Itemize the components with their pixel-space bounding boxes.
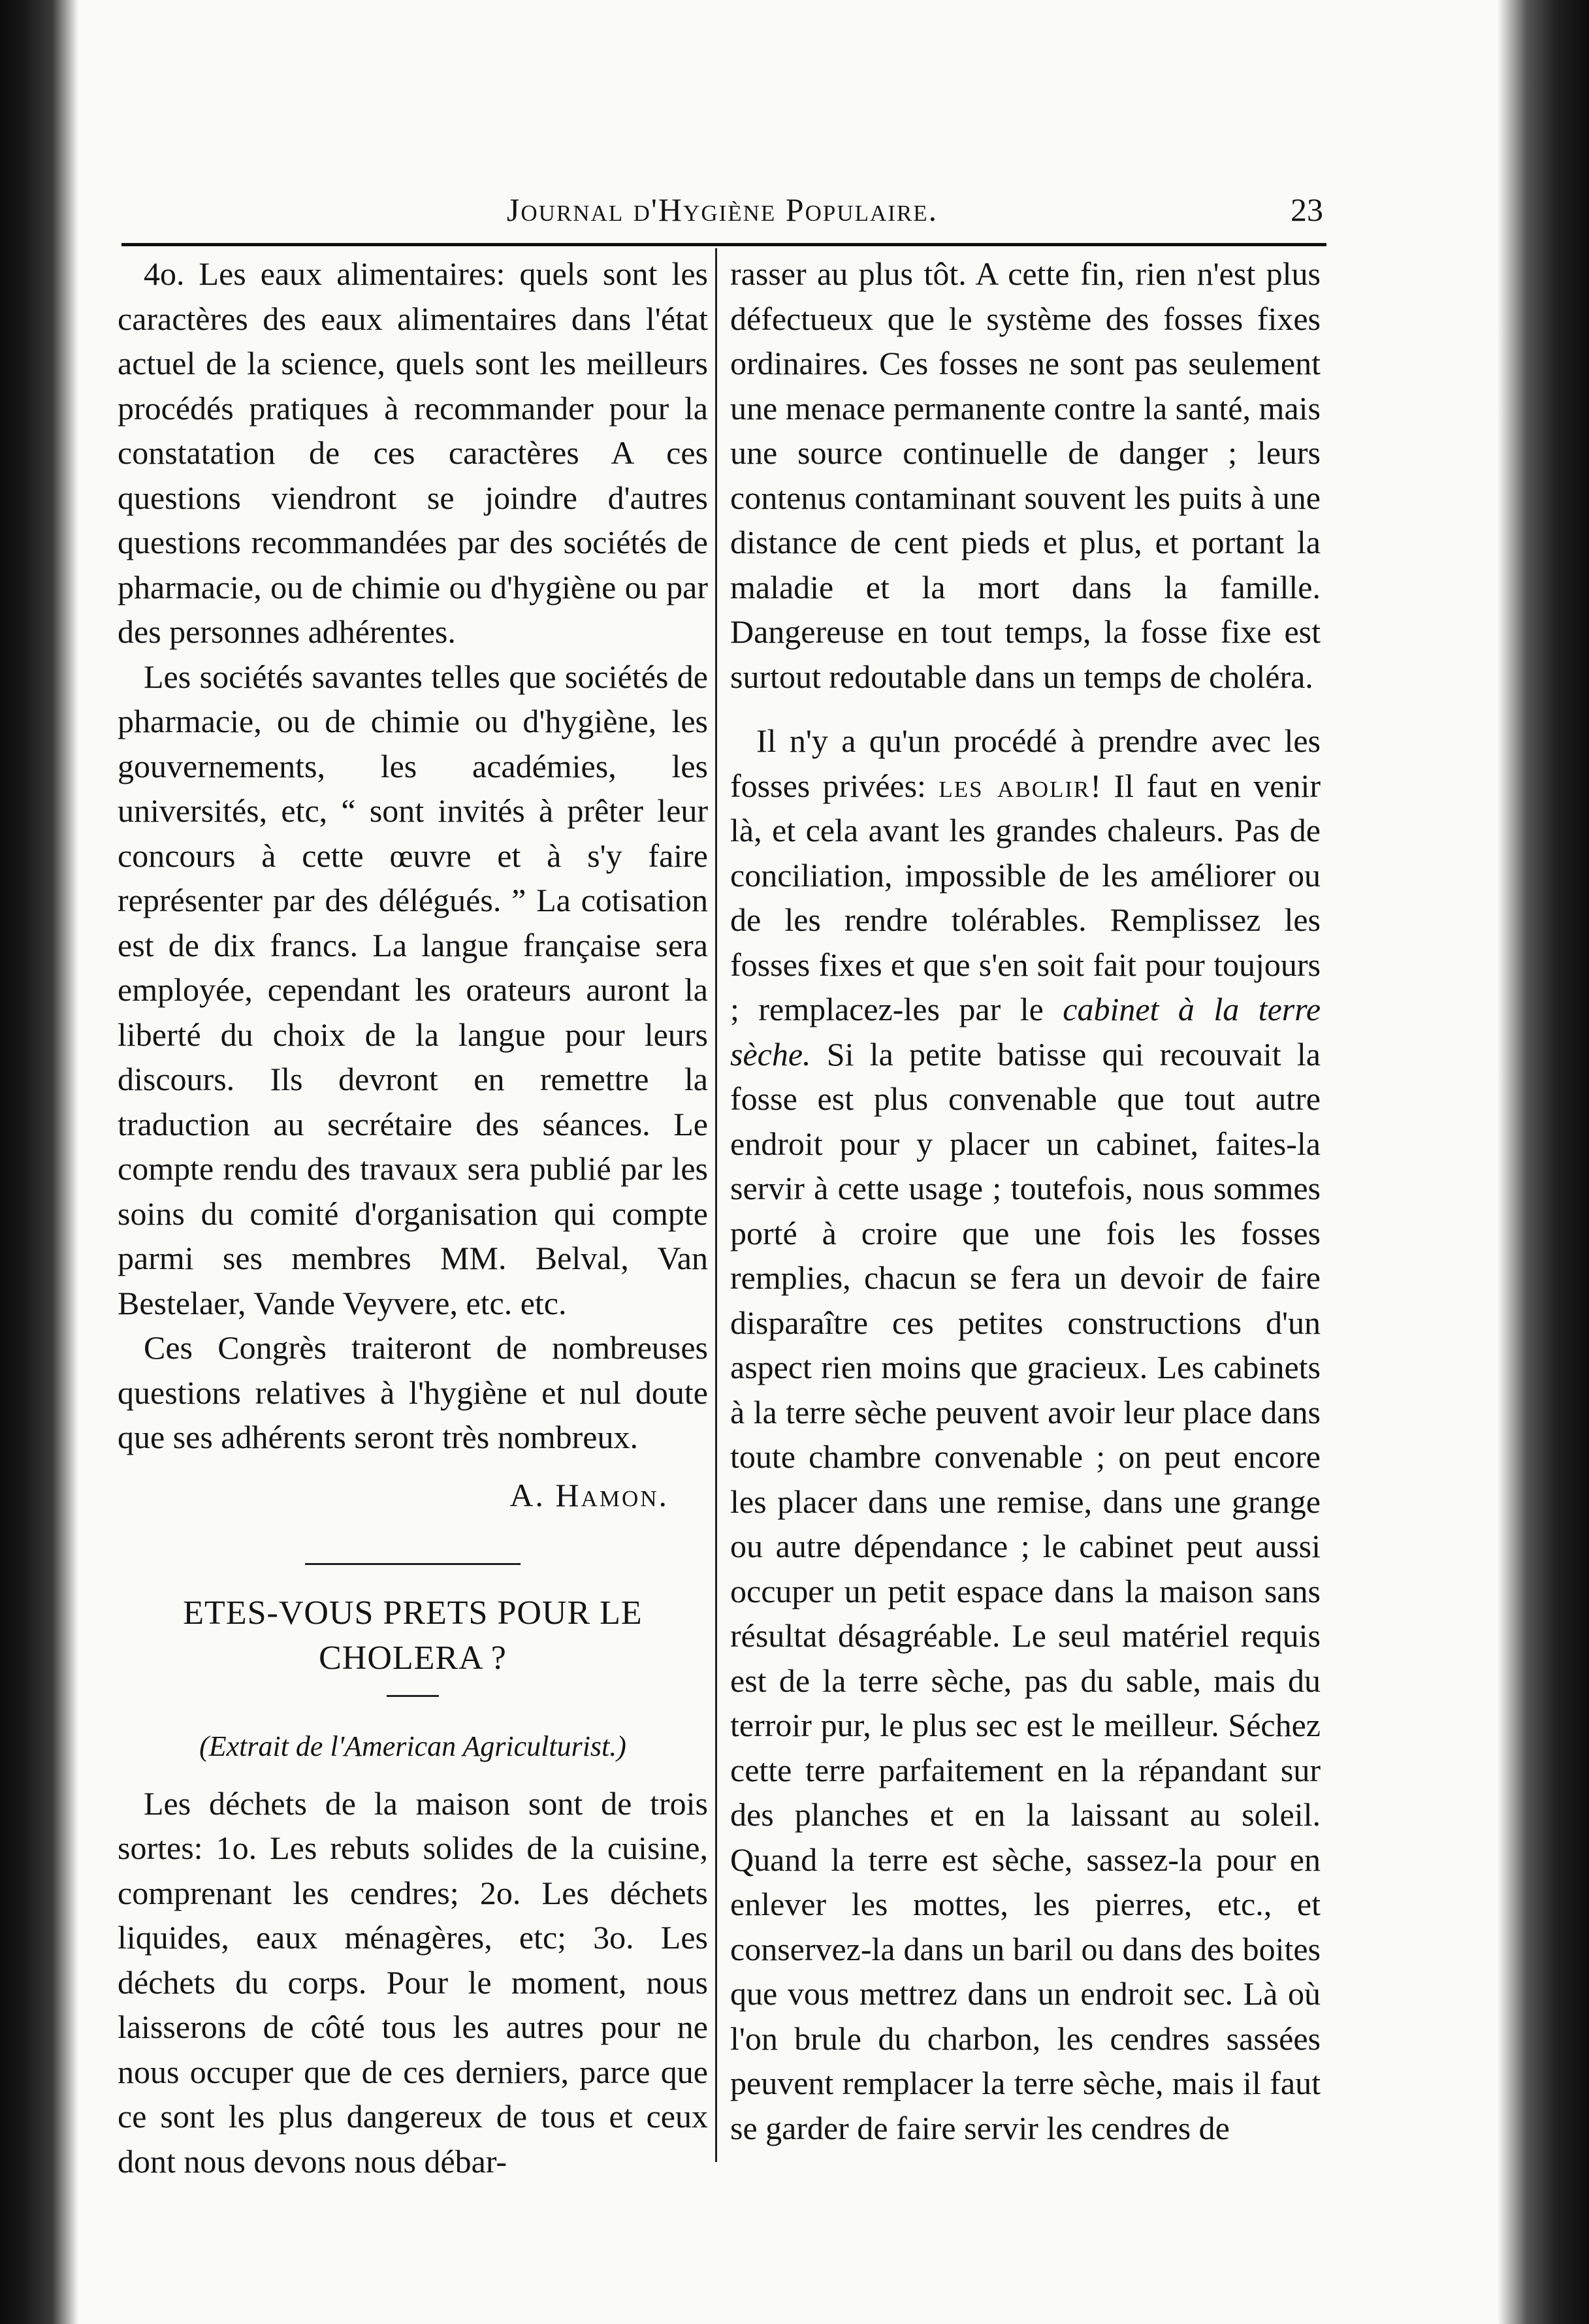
- page-header: [121, 191, 1323, 236]
- section-divider: [305, 1563, 521, 1565]
- paragraph-dechets: Les déchets de la maison sont de trois sortes: 1o. Les rebuts solides de la cuisine, comprenant les cendres; 2o. Les déchets liquides, eaux ménagères, etc; 3o. Les déchets du corps. Pour le moment, nous laisserons de côté tous les autres pour ne nous occuper que de ces derniers, parce que ce sont les plus dangereux de tous et ceux dont nous devons nous débar-: [118, 1784, 708, 2180]
- source-note: (Extrait de l'American Agriculturist.): [199, 1730, 626, 1762]
- abolir-text-mid: ! Il faut en venir là, et cela avant les grandes chaleurs. Pas de conciliation, impossible de les améliorer ou de les rendre tolérables. Remplissez les fosses fixes et que s'en soit fait pour toujours ; remplacez-les par le: [730, 767, 1321, 1027]
- left-column: [118, 251, 708, 2184]
- paragraph-eaux-alimentaires: 4o. Les eaux alimentaires: quels sont les caractères des eaux alimentaires dans l'état actuel de la science, quels sont les meilleurs procédés pratiques à recommander pour la constatation de ces caractères A ces questions viendront se joindre d'autres questions recommandées par des sociétés de pharmacie, ou de chimie ou d'hygiène ou par des personnes adhérentes.: [118, 255, 708, 650]
- abolir-text-end: Si la petite batisse qui recouvait la fosse est plus convenable que tout autre endroit pour y placer un cabinet, faites-la servir à cette usage ; toutefois, nous sommes porté à croire que une fois les fosses remplies, chacun se fera un devoir de faire disparaître ces petites constructions d'un aspect rien moins que gracieux. Les cabinets à la terre sèche peuvent avoir leur place dans toute chambre convenable ; on peut encore les placer dans une remise, dans une grange ou autre dépendance ; le cabinet peut aussi occuper un petit espace dans la maison sans résultat désagréable. Le seul matériel requis est de la terre sèche, pas du sable, mais du terroir pur, le plus sec est le meilleur. Séchez cette terre parfaitement en la répandant sur des planches et en la laissant au soleil. Quand la terre est sèche, sassez-la pour en enlever les mottes, les pierres, etc., et conservez-la dans un baril ou dans des boites que vous mettrez dans un endroit sec. Là où l'on brule du charbon, les cendres sassées peuvent remplacer la terre sèche, mais il faut se garder de faire servir les cendres de: [730, 1035, 1321, 2146]
- article-title: ETES-VOUS PRETS POUR LE CHOLERA ?: [183, 1594, 643, 1677]
- header-rule: [121, 243, 1326, 246]
- paragraph-fosses-fixes: rasser au plus tôt. A cette fin, rien n'est plus défectueux que le système des fosses fixes ordinaires. Ces fosses ne sont pas seulement une menace permanente contre la santé, mais une source continuelle de danger ; leurs contenus contaminant souvent les puits à une distance de cent pieds et plus, et portant la maladie et la mort dans la famille. Dangereuse en tout temps, la fosse fixe est surtout redoutable dans un temps de choléra.: [730, 255, 1321, 695]
- right-column: [730, 251, 1321, 2150]
- cabinet-term: cabinet à la terre sèche.: [730, 991, 1321, 1073]
- title-underline: [387, 1695, 439, 1697]
- paragraph-congres: Ces Congrès traiteront de nombreuses questions relatives à l'hygiène et nul doute que ses adhérents seront très nombreux.: [118, 1329, 708, 1455]
- scan-shadow-right: [1498, 0, 1589, 2324]
- page-number: 23: [1291, 191, 1323, 228]
- paragraph-societes-savantes: Les sociétés savantes telles que sociétés de pharmacie, ou de chimie ou d'hygiène, les gouvernements, les académies, les universités, etc, “ sont invités à prêter leur concours à cette œuvre et à s'y faire représenter par des délégués. ” La cotisation est de dix francs. La langue française sera employée, cependant les orateurs auront la liberté du choix de la langue pour leurs discours. Ils devront en remettre la traduction au secrétaire des séances. Le compte rendu des travaux sera publié par les soins du comité d'organisation qui compte parmi ses membres MM. Belval, Van Bestelaer, Vande Veyvere, etc. etc.: [118, 658, 708, 1321]
- abolir-text-start: Il n'y a qu'un procédé à prendre avec les fosses privées:: [730, 722, 1321, 804]
- paragraph-abolir: [730, 718, 1321, 2150]
- running-head: Journal d'Hygiène Populaire.: [506, 191, 939, 228]
- author-signature: A. Hamon.: [509, 1476, 669, 1513]
- column-divider: [715, 248, 717, 2162]
- scan-shadow-left: [0, 0, 78, 2324]
- abolir-emphasis: les abolir: [939, 767, 1091, 804]
